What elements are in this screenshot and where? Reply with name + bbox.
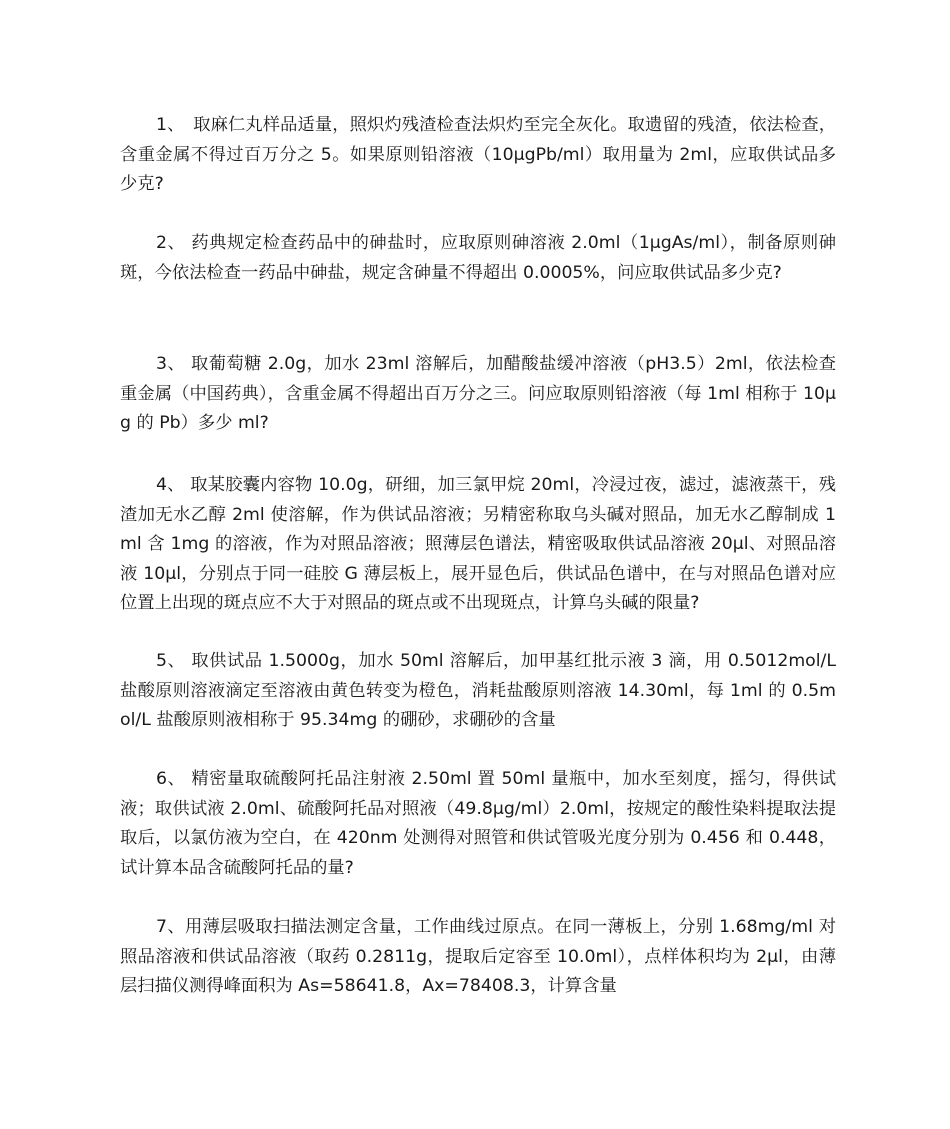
question-3: 3、 取葡萄糖 2.0g，加水 23ml 溶解后，加醋酸盐缓冲溶液（pH3.5）2ml，依法检查重金属（中国药典），含重金属不得超出百万分之三。问应取原则铅溶液（每 1ml 相称于 10μg 的 Pb）多少 ml? (120, 354, 836, 434)
question-7: 7、用薄层吸取扫描法测定含量，工作曲线过原点。在同一薄板上，分别 1.68mg/ml 对照品溶液和供试品溶液（取药 0.2811g，提取后定容至 10.0ml），点样体积均为 2μl，由薄层扫描仪测得峰面积为 As=58641.8，Ax=78408.3，计算含量 (120, 917, 836, 997)
question-4: 4、 取某胶囊内容物 10.0g，研细，加三氯甲烷 20ml，冷浸过夜，滤过，滤液蒸干，残渣加无水乙醇 2ml 使溶解，作为供试品溶液；另精密称取乌头碱对照品，加无水乙醇制成 1ml 含 1mg 的溶液，作为对照品溶液；照薄层色谱法，精密吸取供试品溶液 20μl、对照品溶液 10μl，分别点于同一硅胶 G 薄层板上，展开显色后，供试品色谱中，在与对照品色谱对应位置上出现的斑点应不大于对照品的斑点或不出现斑点，计算乌头碱的限量? (120, 475, 836, 614)
question-2: 2、 药典规定检查药品中的砷盐时，应取原则砷溶液 2.0ml（1μgAs/ml），制备原则砷斑，今依法检查一药品中砷盐，规定含砷量不得超出 0.0005%，问应取供试品多少克? (120, 233, 836, 283)
question-5: 5、 取供试品 1.5000g，加水 50ml 溶解后，加甲基红批示液 3 滴，用 0.5012mol/L 盐酸原则溶液滴定至溶液由黄色转变为橙色，消耗盐酸原则溶液 14.30ml，每 1ml 的 0.5mol/L 盐酸原则液相称于 95.34mg 的硼砂，求硼砂的含量 (120, 651, 836, 731)
question-1: 1、 取麻仁丸样品适量，照炽灼残渣检查法炽灼至完全灰化。取遗留的残渣，依法检查，含重金属不得过百万分之 5。如果原则铅溶液（10μgPb/ml）取用量为 2ml，应取供试品多少克? (120, 115, 836, 195)
question-6: 6、 精密量取硫酸阿托品注射液 2.50ml 置 50ml 量瓶中，加水至刻度，摇匀，得供试液；取供试液 2.0ml、硫酸阿托品对照液（49.8μg/ml）2.0ml，按规定的酸性染料提取法提取后，以氯仿液为空白，在 420nm 处测得对照管和供试管吸光度分别为 0.456 和 0.448，试计算本品含硫酸阿托品的量? (120, 769, 836, 878)
